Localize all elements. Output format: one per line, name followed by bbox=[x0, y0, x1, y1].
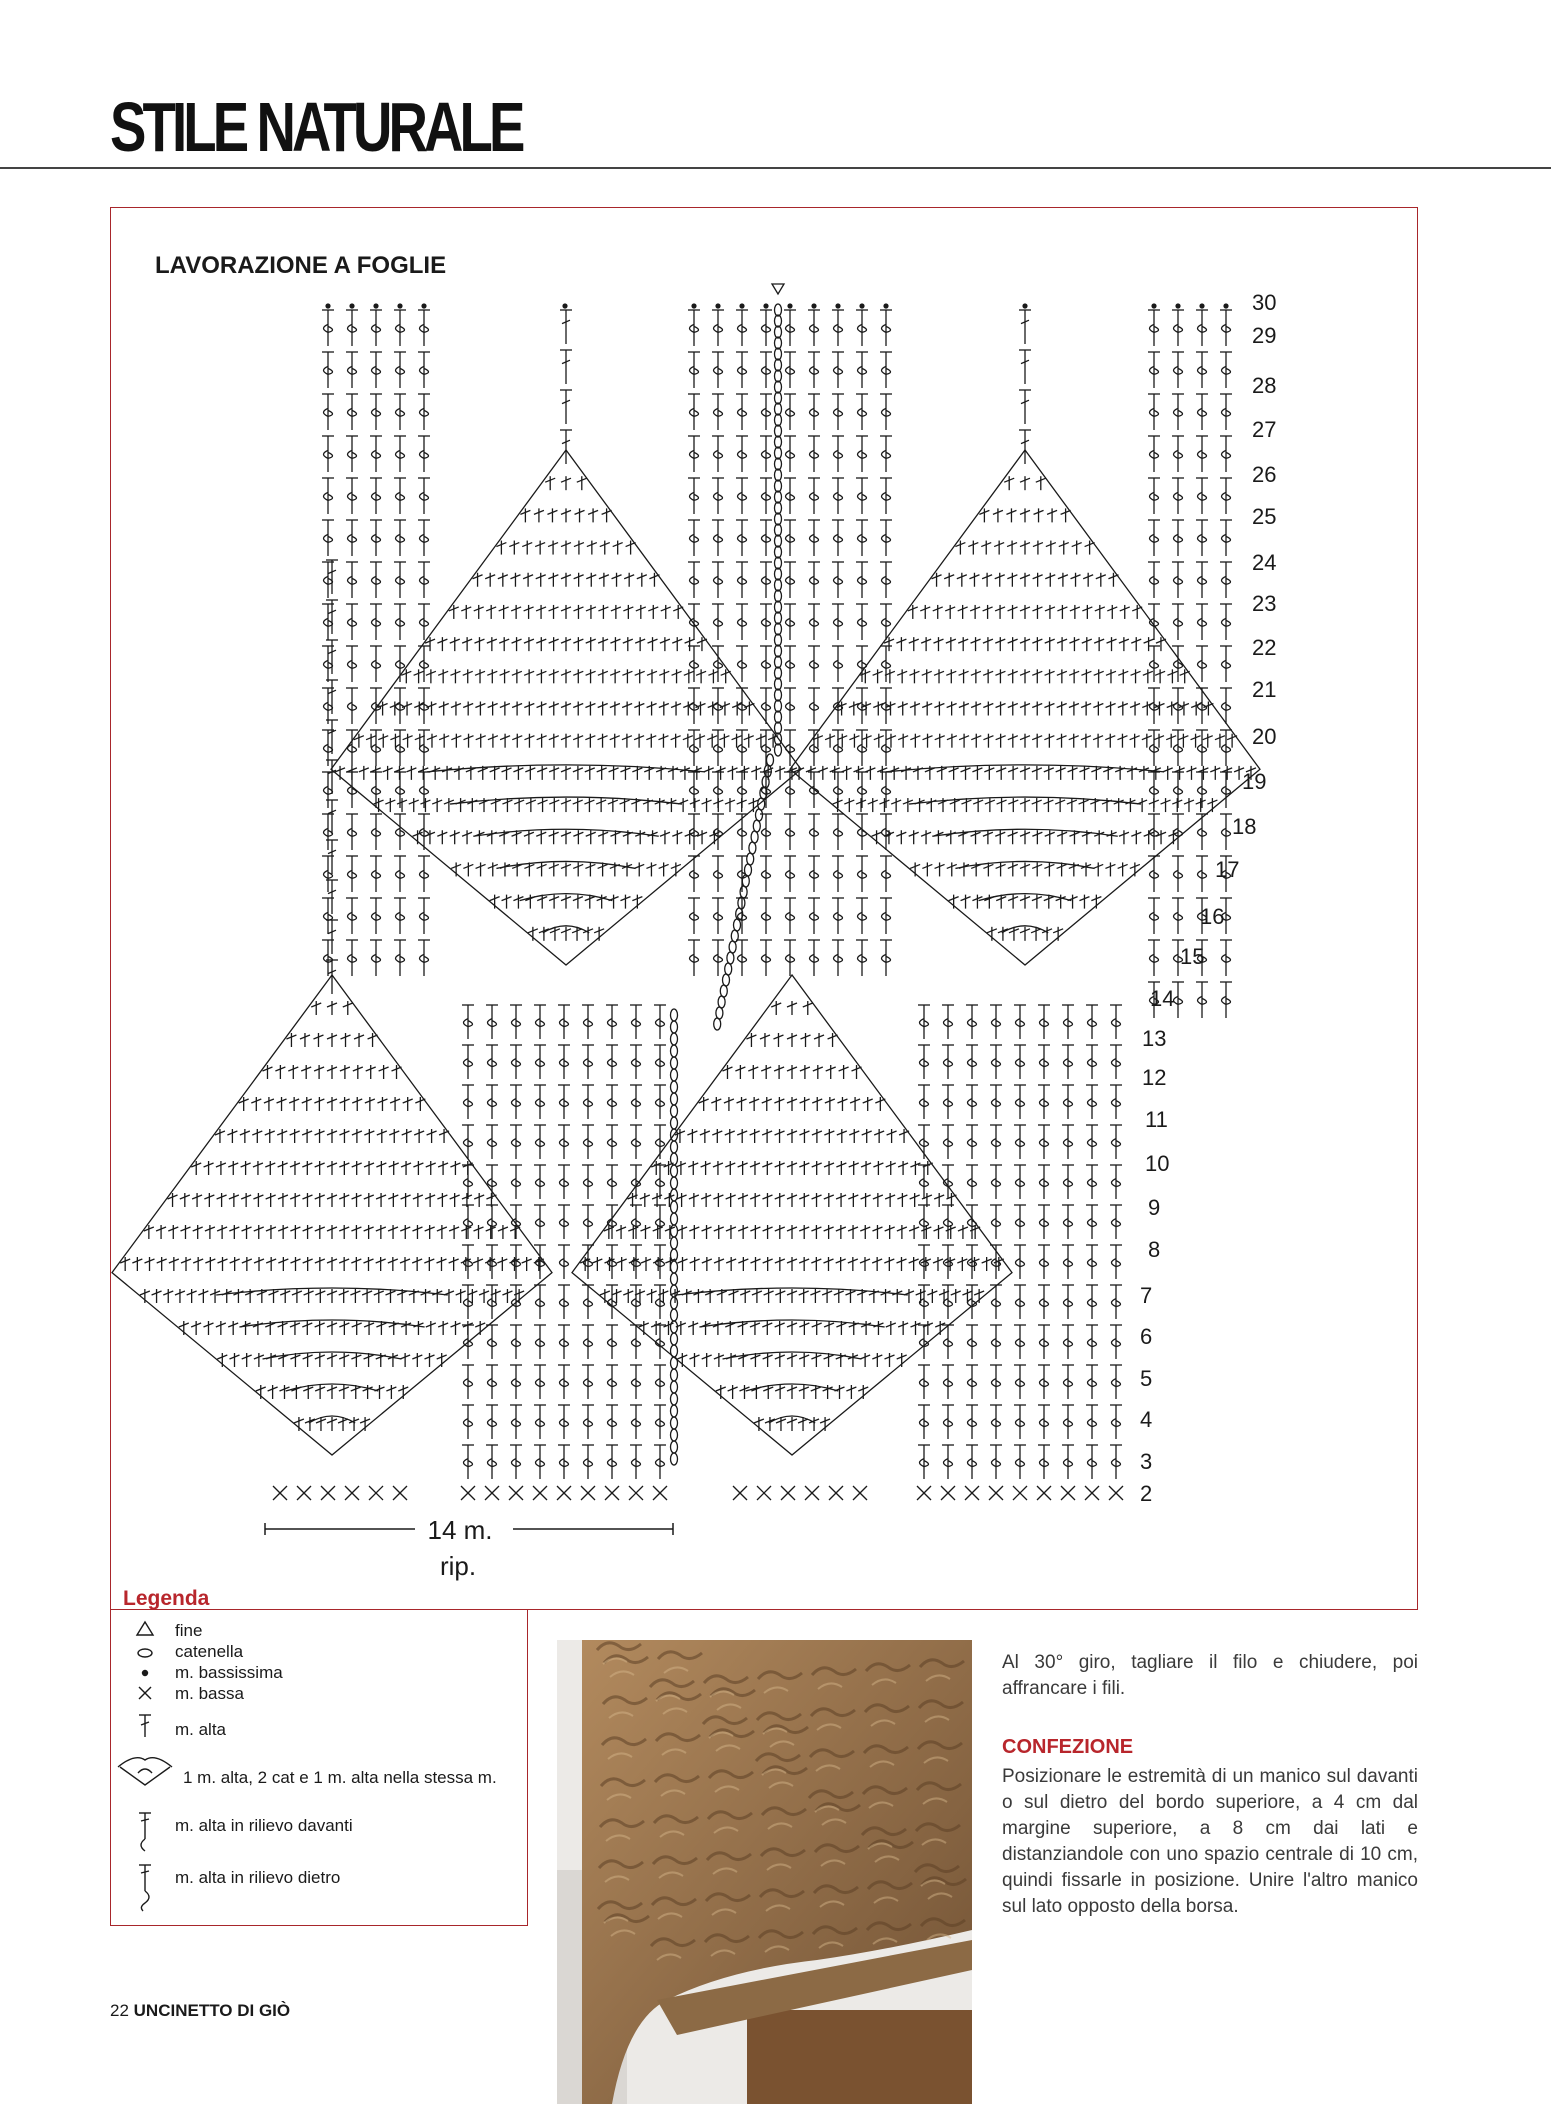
double-crochet-icon bbox=[139, 1715, 151, 1737]
page-title: STILE NATURALE bbox=[110, 88, 522, 166]
legend-label-fine: fine bbox=[175, 1621, 203, 1640]
chart-frame bbox=[110, 207, 1418, 1610]
row-number: 14 bbox=[1150, 986, 1175, 1011]
legend-label-v-stitch: 1 m. alta, 2 cat e 1 m. alta nella stessa m. bbox=[183, 1768, 497, 1787]
row-number: 13 bbox=[1142, 1026, 1167, 1051]
row-number: 16 bbox=[1200, 904, 1225, 929]
row-number: 30 bbox=[1252, 290, 1277, 315]
front-post-icon bbox=[139, 1813, 151, 1851]
body-text: Posizionare le estremità di un manico sul davanti o sul dietro del bordo superiore, a 4 cm dal margine superiore, a 8 cm dai lati e distanziandole con uno spazio centrale di 10 cm, quindi fissarle in posizione. Unire l'altro manico sul lato opposto della borsa. bbox=[1002, 1766, 1418, 1917]
row-number: 24 bbox=[1252, 550, 1277, 575]
legend-label-bassa: m. bassa bbox=[175, 1684, 244, 1703]
row-number: 23 bbox=[1252, 591, 1277, 616]
row-number: 15 bbox=[1180, 944, 1205, 969]
row-number: 26 bbox=[1252, 462, 1277, 487]
magazine-name: UNCINETTO DI GIÒ bbox=[133, 2001, 291, 2020]
repeat-label-rip: rip. bbox=[439, 1551, 477, 1581]
row-number: 21 bbox=[1252, 677, 1277, 702]
legend-label-catenella: catenella bbox=[175, 1642, 244, 1661]
triangle-icon bbox=[137, 1622, 153, 1635]
legend-label-back-post: m. alta in rilievo dietro bbox=[175, 1868, 341, 1887]
header-divider bbox=[0, 167, 1551, 169]
row-number: 3 bbox=[1140, 1449, 1153, 1474]
dot-icon bbox=[143, 1671, 148, 1676]
row-number: 9 bbox=[1148, 1195, 1161, 1220]
v-stitch-icon bbox=[118, 1758, 172, 1785]
page-footer bbox=[110, 2001, 290, 2021]
back-post-icon bbox=[139, 1865, 151, 1911]
row-number: 29 bbox=[1252, 323, 1277, 348]
row-number: 17 bbox=[1215, 857, 1240, 882]
row-number: 6 bbox=[1140, 1324, 1153, 1349]
row-number: 11 bbox=[1145, 1107, 1168, 1132]
product-photo bbox=[557, 1640, 972, 2104]
cross-icon bbox=[139, 1687, 151, 1699]
row-number: 18 bbox=[1232, 814, 1257, 839]
row-number: 7 bbox=[1140, 1283, 1153, 1308]
legend-title: Legenda bbox=[123, 1587, 210, 1610]
row-number: 10 bbox=[1145, 1151, 1170, 1176]
row-number: 25 bbox=[1252, 504, 1277, 529]
row-number: 27 bbox=[1252, 417, 1277, 442]
page-number: 22 bbox=[110, 2001, 129, 2020]
row-number: 28 bbox=[1252, 373, 1277, 398]
section-heading: CONFEZIONE bbox=[1002, 1736, 1134, 1758]
row-number: 19 bbox=[1242, 769, 1267, 794]
row-number: 8 bbox=[1148, 1237, 1161, 1262]
row-number: 12 bbox=[1142, 1065, 1167, 1090]
intro-text: Al 30° giro, tagliare il filo e chiudere, poi affrancare i fili. bbox=[1002, 1652, 1418, 1699]
row-number: 4 bbox=[1140, 1407, 1153, 1432]
chart-title: LAVORAZIONE A FOGLIE bbox=[155, 252, 447, 279]
row-number: 22 bbox=[1252, 635, 1277, 660]
legend-label-alta: m. alta bbox=[175, 1720, 227, 1739]
row-number: 2 bbox=[1140, 1481, 1153, 1506]
row-number: 20 bbox=[1252, 724, 1277, 749]
repeat-label-stitches: 14 m. bbox=[427, 1515, 493, 1545]
oval-icon bbox=[138, 1649, 152, 1657]
legend-label-front-post: m. alta in rilievo davanti bbox=[175, 1816, 353, 1835]
legend-label-bassissima: m. bassissima bbox=[175, 1663, 283, 1682]
row-number: 5 bbox=[1140, 1366, 1153, 1391]
